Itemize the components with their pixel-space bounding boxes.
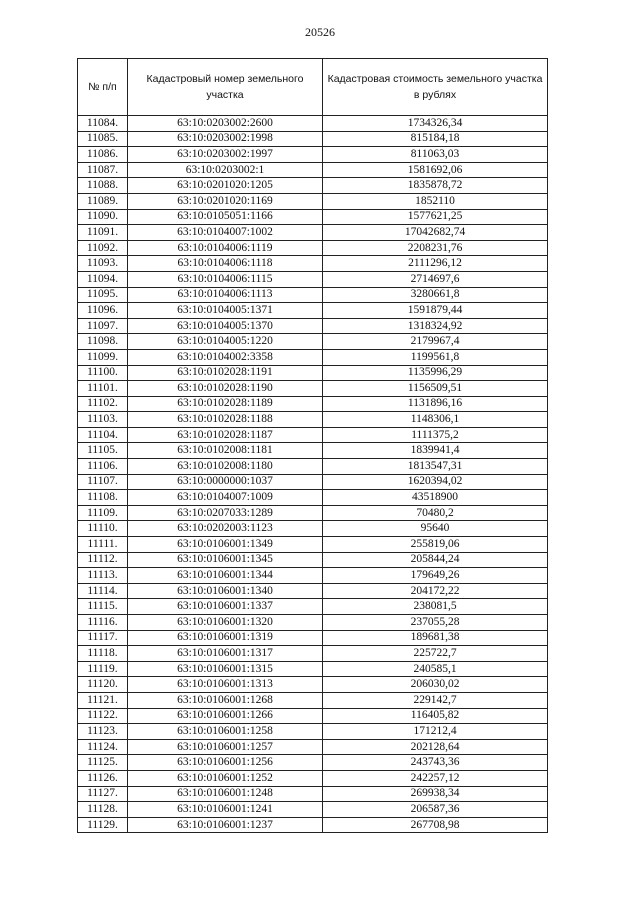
table-row xyxy=(78,240,548,256)
header-row-number: № п/п xyxy=(78,59,128,116)
cell-cadastral-value: 206587,36 xyxy=(323,802,548,818)
cell-cadastral-value: 202128,64 xyxy=(323,739,548,755)
cadastral-value-table xyxy=(77,58,548,833)
table-row xyxy=(78,303,548,319)
cell-cadastral-number: 63:10:0106001:1317 xyxy=(128,646,323,662)
cell-cadastral-number: 63:10:0106001:1340 xyxy=(128,583,323,599)
cell-cadastral-value: 1577621,25 xyxy=(323,209,548,225)
table-row xyxy=(78,162,548,178)
cell-cadastral-value: 811063,03 xyxy=(323,147,548,163)
table-header-row xyxy=(78,59,548,116)
cell-cadastral-number: 63:10:0106001:1237 xyxy=(128,817,323,833)
cell-row-number: 11094. xyxy=(78,271,128,287)
table-row xyxy=(78,552,548,568)
cell-cadastral-value: 225722,7 xyxy=(323,646,548,662)
table-row xyxy=(78,256,548,272)
cell-cadastral-number: 63:10:0207033:1289 xyxy=(128,505,323,521)
cell-cadastral-number: 63:10:0106001:1258 xyxy=(128,724,323,740)
table-row xyxy=(78,474,548,490)
header-cadastral-number: Кадастровый номер земельного участка xyxy=(128,59,323,116)
cell-row-number: 11104. xyxy=(78,427,128,443)
cell-row-number: 11126. xyxy=(78,770,128,786)
cell-row-number: 11115. xyxy=(78,599,128,615)
cell-cadastral-value: 267708,98 xyxy=(323,817,548,833)
cell-cadastral-value: 1591879,44 xyxy=(323,303,548,319)
cell-row-number: 11129. xyxy=(78,817,128,833)
table-row xyxy=(78,817,548,833)
table-row xyxy=(78,615,548,631)
cell-cadastral-number: 63:10:0104005:1370 xyxy=(128,318,323,334)
cell-cadastral-value: 1813547,31 xyxy=(323,459,548,475)
cell-cadastral-number: 63:10:0104002:3358 xyxy=(128,349,323,365)
cell-cadastral-number: 63:10:0102008:1181 xyxy=(128,443,323,459)
cell-cadastral-number: 63:10:0106001:1345 xyxy=(128,552,323,568)
cell-row-number: 11103. xyxy=(78,412,128,428)
cell-row-number: 11112. xyxy=(78,552,128,568)
cell-row-number: 11090. xyxy=(78,209,128,225)
cell-cadastral-value: 70480,2 xyxy=(323,505,548,521)
table-row xyxy=(78,646,548,662)
cell-row-number: 11106. xyxy=(78,459,128,475)
cell-cadastral-number: 63:10:0105051:1166 xyxy=(128,209,323,225)
table-row xyxy=(78,334,548,350)
cell-cadastral-number: 63:10:0104006:1113 xyxy=(128,287,323,303)
cell-row-number: 11098. xyxy=(78,334,128,350)
cell-cadastral-value: 1839941,4 xyxy=(323,443,548,459)
cell-cadastral-number: 63:10:0102028:1190 xyxy=(128,381,323,397)
cell-cadastral-value: 1835878,72 xyxy=(323,178,548,194)
cell-cadastral-value: 815184,18 xyxy=(323,131,548,147)
cell-cadastral-number: 63:10:0201020:1205 xyxy=(128,178,323,194)
cell-cadastral-number: 63:10:0203002:1 xyxy=(128,162,323,178)
cell-row-number: 11099. xyxy=(78,349,128,365)
cell-cadastral-value: 269938,34 xyxy=(323,786,548,802)
cell-cadastral-value: 243743,36 xyxy=(323,755,548,771)
cell-cadastral-number: 63:10:0106001:1315 xyxy=(128,661,323,677)
cell-cadastral-value: 1131896,16 xyxy=(323,396,548,412)
table-row xyxy=(78,459,548,475)
cell-cadastral-value: 43518900 xyxy=(323,490,548,506)
table-row xyxy=(78,349,548,365)
cell-cadastral-value: 1620394,02 xyxy=(323,474,548,490)
table-row xyxy=(78,412,548,428)
table-row xyxy=(78,770,548,786)
cell-cadastral-value: 189681,38 xyxy=(323,630,548,646)
table-row xyxy=(78,490,548,506)
cell-cadastral-value: 1318324,92 xyxy=(323,318,548,334)
table-row xyxy=(78,568,548,584)
cell-cadastral-value: 2714697,6 xyxy=(323,271,548,287)
table-row xyxy=(78,193,548,209)
cell-cadastral-value: 229142,7 xyxy=(323,692,548,708)
cell-cadastral-number: 63:10:0104005:1220 xyxy=(128,334,323,350)
table-row xyxy=(78,427,548,443)
cell-cadastral-number: 63:10:0106001:1349 xyxy=(128,537,323,553)
cell-cadastral-number: 63:10:0203002:2600 xyxy=(128,116,323,132)
cell-row-number: 11089. xyxy=(78,193,128,209)
cell-cadastral-value: 116405,82 xyxy=(323,708,548,724)
cell-cadastral-value: 2179967,4 xyxy=(323,334,548,350)
cell-row-number: 11128. xyxy=(78,802,128,818)
cell-row-number: 11102. xyxy=(78,396,128,412)
cell-row-number: 11097. xyxy=(78,318,128,334)
page-number: 20526 xyxy=(305,25,335,39)
cell-cadastral-number: 63:10:0106001:1319 xyxy=(128,630,323,646)
table-row xyxy=(78,147,548,163)
table-row xyxy=(78,599,548,615)
cell-cadastral-value: 2208231,76 xyxy=(323,240,548,256)
table-row xyxy=(78,583,548,599)
table-row xyxy=(78,802,548,818)
cell-cadastral-value: 2111296,12 xyxy=(323,256,548,272)
table-row xyxy=(78,287,548,303)
cell-cadastral-value: 206030,02 xyxy=(323,677,548,693)
cell-cadastral-number: 63:10:0106001:1337 xyxy=(128,599,323,615)
table-row xyxy=(78,443,548,459)
cell-cadastral-number: 63:10:0106001:1320 xyxy=(128,615,323,631)
table-body xyxy=(78,116,548,833)
cell-cadastral-value: 95640 xyxy=(323,521,548,537)
cell-cadastral-value: 255819,06 xyxy=(323,537,548,553)
cell-cadastral-value: 238081,5 xyxy=(323,599,548,615)
table-row xyxy=(78,677,548,693)
cell-row-number: 11124. xyxy=(78,739,128,755)
table-row xyxy=(78,505,548,521)
cell-cadastral-number: 63:10:0203002:1998 xyxy=(128,131,323,147)
cell-row-number: 11123. xyxy=(78,724,128,740)
cell-cadastral-number: 63:10:0202003:1123 xyxy=(128,521,323,537)
cell-cadastral-number: 63:10:0104007:1009 xyxy=(128,490,323,506)
cell-cadastral-number: 63:10:0104007:1002 xyxy=(128,225,323,241)
table-row xyxy=(78,521,548,537)
cell-cadastral-number: 63:10:0106001:1248 xyxy=(128,786,323,802)
cell-row-number: 11125. xyxy=(78,755,128,771)
table-row xyxy=(78,396,548,412)
cell-row-number: 11113. xyxy=(78,568,128,584)
cell-cadastral-number: 63:10:0104006:1119 xyxy=(128,240,323,256)
header-cadastral-value: Кадастровая стоимость земельного участка в рублях xyxy=(323,59,548,116)
cell-row-number: 11091. xyxy=(78,225,128,241)
cell-cadastral-value: 1581692,06 xyxy=(323,162,548,178)
table-row xyxy=(78,131,548,147)
cell-cadastral-number: 63:10:0104005:1371 xyxy=(128,303,323,319)
cell-cadastral-value: 242257,12 xyxy=(323,770,548,786)
cell-cadastral-value: 17042682,74 xyxy=(323,225,548,241)
cell-cadastral-number: 63:10:0106001:1268 xyxy=(128,692,323,708)
table-row xyxy=(78,209,548,225)
cell-row-number: 11095. xyxy=(78,287,128,303)
cell-cadastral-value: 1135996,29 xyxy=(323,365,548,381)
cell-cadastral-number: 63:10:0104006:1115 xyxy=(128,271,323,287)
cell-cadastral-number: 63:10:0104006:1118 xyxy=(128,256,323,272)
cell-row-number: 11111. xyxy=(78,537,128,553)
table-row xyxy=(78,739,548,755)
table-row xyxy=(78,271,548,287)
cell-cadastral-value: 237055,28 xyxy=(323,615,548,631)
cell-row-number: 11107. xyxy=(78,474,128,490)
table-row xyxy=(78,318,548,334)
cell-cadastral-value: 1852110 xyxy=(323,193,548,209)
cell-cadastral-number: 63:10:0106001:1252 xyxy=(128,770,323,786)
cell-row-number: 11120. xyxy=(78,677,128,693)
cell-cadastral-value: 3280661,8 xyxy=(323,287,548,303)
cell-cadastral-value: 1734326,34 xyxy=(323,116,548,132)
cell-cadastral-value: 1148306,1 xyxy=(323,412,548,428)
cell-row-number: 11117. xyxy=(78,630,128,646)
cell-cadastral-number: 63:10:0106001:1256 xyxy=(128,755,323,771)
table-row xyxy=(78,178,548,194)
cell-cadastral-number: 63:10:0203002:1997 xyxy=(128,147,323,163)
cell-row-number: 11121. xyxy=(78,692,128,708)
cell-row-number: 11084. xyxy=(78,116,128,132)
cell-cadastral-number: 63:10:0102028:1188 xyxy=(128,412,323,428)
cell-cadastral-number: 63:10:0106001:1257 xyxy=(128,739,323,755)
cell-row-number: 11109. xyxy=(78,505,128,521)
cell-row-number: 11110. xyxy=(78,521,128,537)
cell-cadastral-number: 63:10:0102028:1187 xyxy=(128,427,323,443)
cell-cadastral-number: 63:10:0106001:1241 xyxy=(128,802,323,818)
cell-cadastral-value: 1156509,51 xyxy=(323,381,548,397)
cell-row-number: 11108. xyxy=(78,490,128,506)
table-row xyxy=(78,708,548,724)
table-row xyxy=(78,755,548,771)
cell-cadastral-value: 1111375,2 xyxy=(323,427,548,443)
cell-cadastral-number: 63:10:0106001:1266 xyxy=(128,708,323,724)
cell-row-number: 11118. xyxy=(78,646,128,662)
table-row xyxy=(78,786,548,802)
cell-row-number: 11101. xyxy=(78,381,128,397)
cell-row-number: 11105. xyxy=(78,443,128,459)
table-row xyxy=(78,365,548,381)
cell-cadastral-number: 63:10:0102008:1180 xyxy=(128,459,323,475)
cell-cadastral-number: 63:10:0106001:1344 xyxy=(128,568,323,584)
cell-cadastral-number: 63:10:0000000:1037 xyxy=(128,474,323,490)
table-row xyxy=(78,661,548,677)
cell-row-number: 11096. xyxy=(78,303,128,319)
table-row xyxy=(78,381,548,397)
cell-cadastral-number: 63:10:0102028:1189 xyxy=(128,396,323,412)
cell-cadastral-value: 204172,22 xyxy=(323,583,548,599)
cell-cadastral-value: 179649,26 xyxy=(323,568,548,584)
table-row xyxy=(78,724,548,740)
cell-cadastral-value: 240585,1 xyxy=(323,661,548,677)
cell-row-number: 11093. xyxy=(78,256,128,272)
cell-cadastral-value: 1199561,8 xyxy=(323,349,548,365)
cell-row-number: 11122. xyxy=(78,708,128,724)
cell-row-number: 11100. xyxy=(78,365,128,381)
cell-row-number: 11088. xyxy=(78,178,128,194)
cell-cadastral-value: 171212,4 xyxy=(323,724,548,740)
cell-row-number: 11087. xyxy=(78,162,128,178)
cell-row-number: 11092. xyxy=(78,240,128,256)
table-row xyxy=(78,116,548,132)
cell-row-number: 11114. xyxy=(78,583,128,599)
cell-row-number: 11116. xyxy=(78,615,128,631)
table-row xyxy=(78,630,548,646)
cell-cadastral-value: 205844,24 xyxy=(323,552,548,568)
table-row xyxy=(78,692,548,708)
cell-row-number: 11085. xyxy=(78,131,128,147)
cell-cadastral-number: 63:10:0102028:1191 xyxy=(128,365,323,381)
cell-cadastral-number: 63:10:0106001:1313 xyxy=(128,677,323,693)
cell-row-number: 11119. xyxy=(78,661,128,677)
cell-row-number: 11086. xyxy=(78,147,128,163)
cell-cadastral-number: 63:10:0201020:1169 xyxy=(128,193,323,209)
cell-row-number: 11127. xyxy=(78,786,128,802)
table-row xyxy=(78,537,548,553)
table-row xyxy=(78,225,548,241)
